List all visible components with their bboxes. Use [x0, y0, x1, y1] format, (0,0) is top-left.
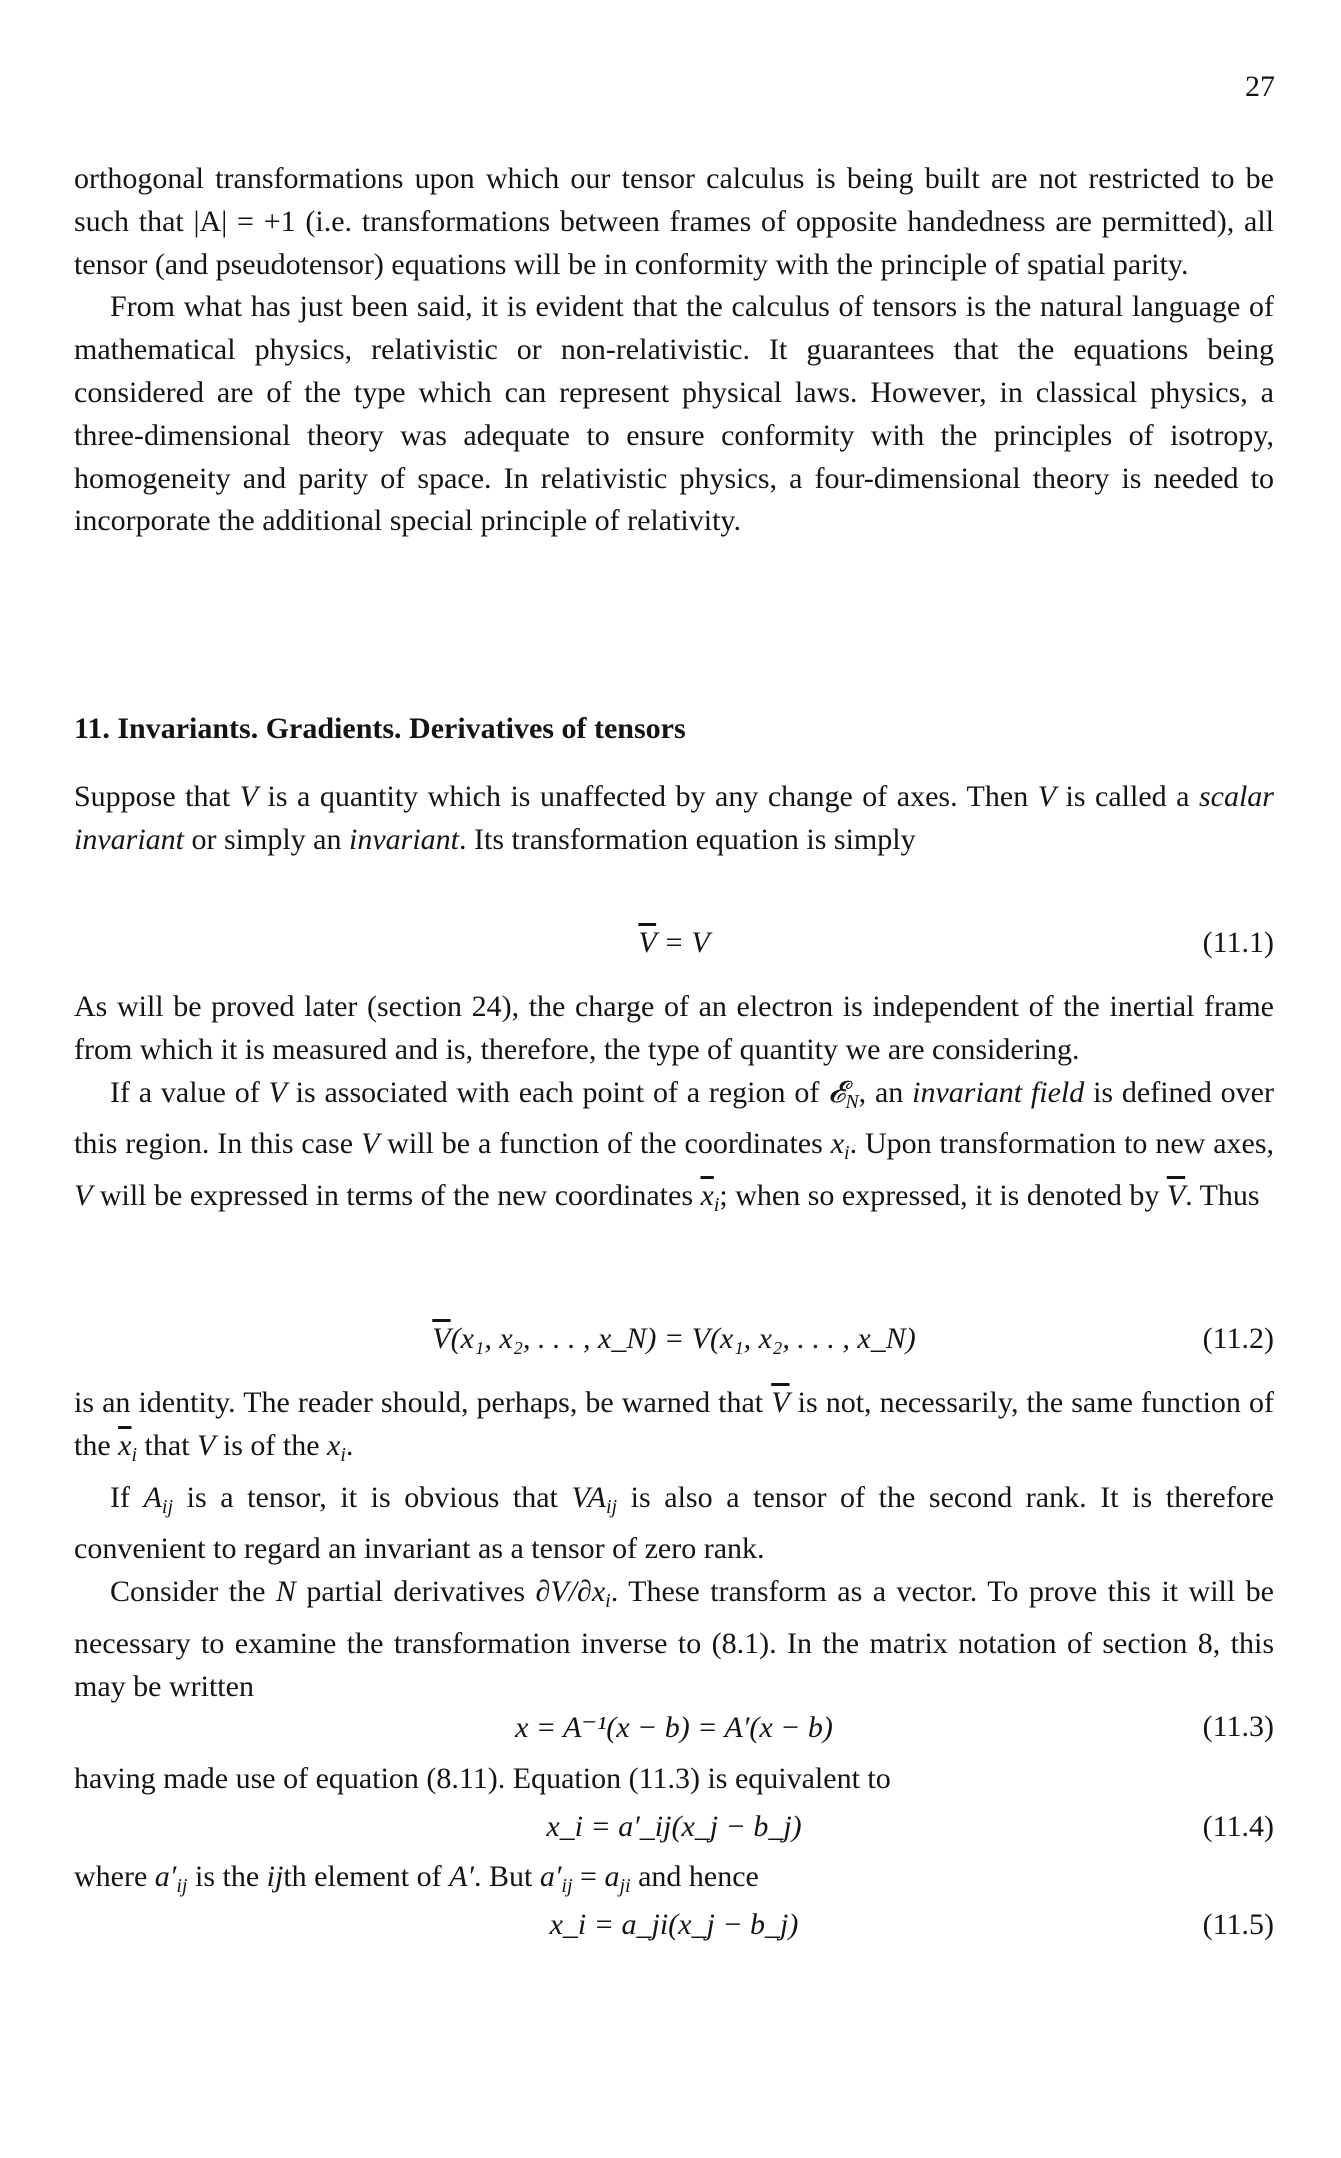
paragraph-invariant-definition: Suppose that V is a quantity which is unaffected by any change of axes. Then V is called a scalar invariant or simply an invariant. Its transformation equation is simply	[74, 780, 1274, 856]
equation-11-4-number: (11.4)	[1202, 1810, 1274, 1843]
equation-11-3	[74, 1706, 1274, 1750]
equation-11-1	[74, 922, 1274, 966]
equation-11-5	[74, 1904, 1274, 1948]
equation-11-4-expression: x_i = a′_ij(x_j − b_j)	[546, 1810, 802, 1843]
equation-11-5-number: (11.5)	[1202, 1908, 1274, 1941]
paragraph-where: where $a'_{ij}$ is the ijth element of A′. But $a'_{ij} = a_{ji}$ and hence	[74, 1860, 759, 1897]
equation-11-3-expression: x = A⁻¹(x − b) = A′(x − b)	[515, 1711, 833, 1744]
intro-text-block	[74, 776, 1274, 862]
identity-text-block	[74, 1382, 1274, 1709]
paragraph-equivalent: having made use of equation (8.11). Equation (11.3) is equivalent to	[74, 1762, 891, 1795]
paragraph-electron-charge: As will be proved later (section 24), the charge of an electron is independent of the inertial frame from which it is measured and is, therefore, the type of quantity we are considering.	[74, 990, 1274, 1066]
equation-11-3-number: (11.3)	[1202, 1710, 1274, 1743]
paragraph-zero-rank: If $A_{ij}$ is a tensor, it is obvious that $VA_{ij}$ is also a tensor of the second rank. It is therefore convenient to regard an invariant as a tensor of zero rank.	[74, 1480, 1275, 1566]
top-text-block	[74, 158, 1274, 543]
where-text-block	[74, 1856, 1274, 1908]
equation-11-2-number: (11.2)	[1202, 1322, 1274, 1355]
paragraph-tensor-language: From what has just been said, it is evident that the calculus of tensors is the natural language of mathematical physics, relativistic or non-relativistic. It guarantees that the equations being considered are of the type which can represent physical laws. However, in classical physics, a three-dimensional theory was adequate to ensure conformity with the principles of isotropy, homogeneity and parity of space. In relativistic physics, a four-dimensional theory is needed to incorporate the additional special principle of relativity.	[74, 290, 1274, 538]
equivalence-text-block	[74, 1758, 1274, 1801]
equation-11-1-number: (11.1)	[1202, 926, 1274, 959]
equation-11-2-expression: $\overline{V}(x_1$, x₂, . . . , x_N) = V(x₁, x₂, . . . , x_N)	[432, 1322, 916, 1355]
section-heading: 11. Invariants. Gradients. Derivatives of tensors	[74, 712, 686, 745]
paragraph-partial-derivatives: Consider the N partial derivatives $\partial V/\partial x_i$. These transform as a vector. To prove this it will be necessary to examine the transformation inverse to (8.1). In the matrix notation of section 8, this may be written	[74, 1575, 1274, 1703]
equation-11-1-expression: $\overline{V} = V$	[638, 926, 710, 959]
page-number: 27	[1245, 70, 1275, 103]
paragraph-parity: orthogonal transformations upon which our tensor calculus is being built are not restricted to be such that |A| = +1 (i.e. transformations between frames of opposite handedness are permitted), all tensor (and pseudotensor) equations will be in conformity with the principle of spatial parity.	[74, 162, 1274, 281]
equation-11-4	[74, 1806, 1274, 1850]
equation-11-5-expression: x_i = a_ji(x_j − b_j)	[549, 1908, 799, 1941]
charge-text-block	[74, 986, 1274, 1227]
paragraph-identity: is an identity. The reader should, perhaps, be warned that $\overline{V}$ is not, necessarily, the same function of the $\overline{x}_i$ that V is of the $x_i$.	[74, 1386, 1274, 1466]
equation-11-2	[74, 1318, 1274, 1362]
paragraph-invariant-field: If a value of V is associated with each point of a region of 𝓔$_N$, an invariant field is defined over this region. In this case V will be a function of the coordinates $x_i$. Upon transformation to new axes, V will be expressed in terms of the new coordinates $\overline{x}_i$; when so expressed, it is denoted by $\overline{V}$. Thus	[74, 1075, 1275, 1217]
